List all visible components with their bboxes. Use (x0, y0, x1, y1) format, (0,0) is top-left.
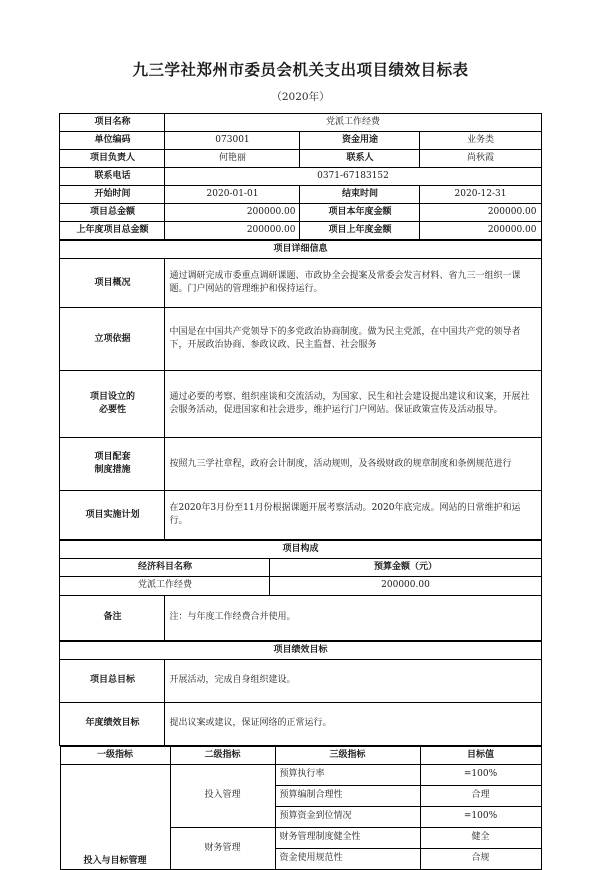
indicator-col-target: 目标值 (420, 746, 541, 764)
necessity-value: 通过必要的考察、组织座谈和交流活动，为国家、民生和社会建设提出建议和议案，开展社会服务活动，促进国家和社会进步，维护运行门户网站。保证政策宣传及活动报导。 (165, 371, 541, 438)
details-section-title: 项目详细信息 (60, 241, 541, 259)
indicator-col-level3: 三级指标 (275, 746, 420, 764)
performance-section-title: 项目绩效目标 (60, 641, 541, 659)
indicator-level1-value: 投入与目标管理 (60, 764, 170, 869)
composition-amount-value: 200000.00 (270, 577, 541, 595)
composition-col-amount: 预算金额（元） (270, 559, 541, 577)
indicator-level2-value: 投入管理 (170, 764, 275, 827)
necessity-label-line1: 项目设立的 (89, 392, 135, 403)
annual-goal-label: 年度绩效目标 (60, 702, 165, 745)
necessity-label-line2: 必要性 (98, 405, 126, 416)
section-header-row (60, 541, 541, 559)
indicator-target-value: 健全 (420, 827, 541, 848)
total-amount-label: 项目总金额 (60, 204, 165, 222)
indicator-col-level1: 一级指标 (60, 746, 170, 764)
fund-use-label: 资金用途 (300, 132, 420, 150)
table-row (60, 114, 541, 132)
table-row (60, 259, 541, 308)
indicator-level3-value: 预算资金到位情况 (275, 806, 420, 827)
end-time-value: 2020-12-31 (420, 186, 541, 204)
indicators-table (60, 746, 542, 870)
last-year-total-label: 上年度项目总金额 (60, 222, 165, 240)
necessity-label (60, 371, 165, 438)
remark-label: 备注 (60, 595, 165, 640)
last-year-amount-label: 项目上年度金额 (300, 222, 420, 240)
total-goal-label: 项目总目标 (60, 659, 165, 702)
last-year-amount-value: 200000.00 (420, 222, 541, 240)
last-year-total-value: 200000.00 (165, 222, 300, 240)
indicator-target-value: =100% (420, 806, 541, 827)
project-details-table (59, 240, 541, 540)
table-row (60, 132, 541, 150)
fund-use-value: 业务类 (420, 132, 541, 150)
annual-goal-value: 提出议案或建议，保证网络的正常运行。 (165, 702, 541, 745)
table-row (60, 491, 541, 540)
composition-col-subject: 经济科目名称 (60, 559, 270, 577)
unit-code-value: 073001 (165, 132, 300, 150)
indicator-target-value: =100% (420, 764, 541, 785)
project-composition-table (59, 540, 541, 640)
current-year-amount-value: 200000.00 (420, 204, 541, 222)
system-measures-label-line2: 制度措施 (94, 465, 131, 476)
implementation-plan-label: 项目实施计划 (60, 491, 165, 540)
project-name-value: 党派工作经费 (165, 114, 541, 132)
total-amount-value: 200000.00 (165, 204, 300, 222)
table-row (60, 308, 541, 371)
page-title: 九三学社郑州市委员会机关支出项目绩效目标表 (132, 60, 469, 79)
table-row (60, 186, 541, 204)
table-row (60, 222, 541, 240)
performance-goals-table (59, 641, 541, 746)
basis-value: 中国是在中国共产党领导下的多党政治协商制度。做为民主党派，在中国共产党的领导者下，开展政治协商、参政议政、民主监督、社会服务 (165, 308, 541, 371)
table-row (60, 764, 541, 785)
table-row (60, 150, 541, 168)
composition-subject-value: 党派工作经费 (60, 577, 270, 595)
start-time-label: 开始时间 (60, 186, 165, 204)
table-row (60, 371, 541, 438)
table-row (60, 595, 541, 640)
phone-value: 0371-67183152 (165, 168, 541, 186)
phone-label: 联系电话 (60, 168, 165, 186)
section-header-row (60, 641, 541, 659)
indicator-target-value: 合规 (420, 848, 541, 869)
composition-section-title: 项目构成 (60, 541, 541, 559)
unit-code-label: 单位编码 (60, 132, 165, 150)
project-leader-value: 何艳丽 (165, 150, 300, 168)
contact-value: 尚秋霞 (420, 150, 541, 168)
system-measures-label (60, 438, 165, 491)
remark-value: 注：与年度工作经费合并使用。 (165, 595, 541, 640)
project-leader-label: 项目负责人 (60, 150, 165, 168)
table-row (60, 659, 541, 702)
indicator-level3-value: 资金使用规范性 (275, 848, 420, 869)
indicator-level3-value: 预算执行率 (275, 764, 420, 785)
table-row (60, 204, 541, 222)
implementation-plan-value: 在2020年3月份至11月份根据课题开展考察活动。2020年底完成。网站的日常维护和运行。 (165, 491, 541, 540)
table-header-row (60, 559, 541, 577)
overview-label: 项目概况 (60, 259, 165, 308)
page-subtitle: （2020年） (271, 91, 330, 103)
indicator-level3-value: 财务管理制度健全性 (275, 827, 420, 848)
indicator-level3-value: 预算编制合理性 (275, 785, 420, 806)
current-year-amount-label: 项目本年度金额 (300, 204, 420, 222)
system-measures-label-line1: 项目配套 (94, 452, 131, 463)
end-time-label: 结束时间 (300, 186, 420, 204)
table-row (60, 168, 541, 186)
basis-label: 立项依据 (60, 308, 165, 371)
project-name-label: 项目名称 (60, 114, 165, 132)
table-header-row (60, 746, 541, 764)
section-header-row (60, 241, 541, 259)
table-row (60, 702, 541, 745)
start-time-value: 2020-01-01 (165, 186, 300, 204)
overview-value: 通过调研完成市委重点调研课题、市政协全会提案及常委会发言材料、省九三一组织一课题。门户网站的管理维护和保持运行。 (165, 259, 541, 308)
table-row (60, 438, 541, 491)
system-measures-value: 按照九三学社章程，政府会计制度，活动规则，及各级财政的规章制度和条例规范进行 (165, 438, 541, 491)
indicator-level2-value: 财务管理 (170, 827, 275, 869)
contact-label: 联系人 (300, 150, 420, 168)
table-row (60, 577, 541, 595)
basic-info-table (59, 113, 541, 240)
indicator-target-value: 合理 (420, 785, 541, 806)
indicator-col-level2: 二级指标 (170, 746, 275, 764)
total-goal-value: 开展活动，完成自身组织建设。 (165, 659, 541, 702)
